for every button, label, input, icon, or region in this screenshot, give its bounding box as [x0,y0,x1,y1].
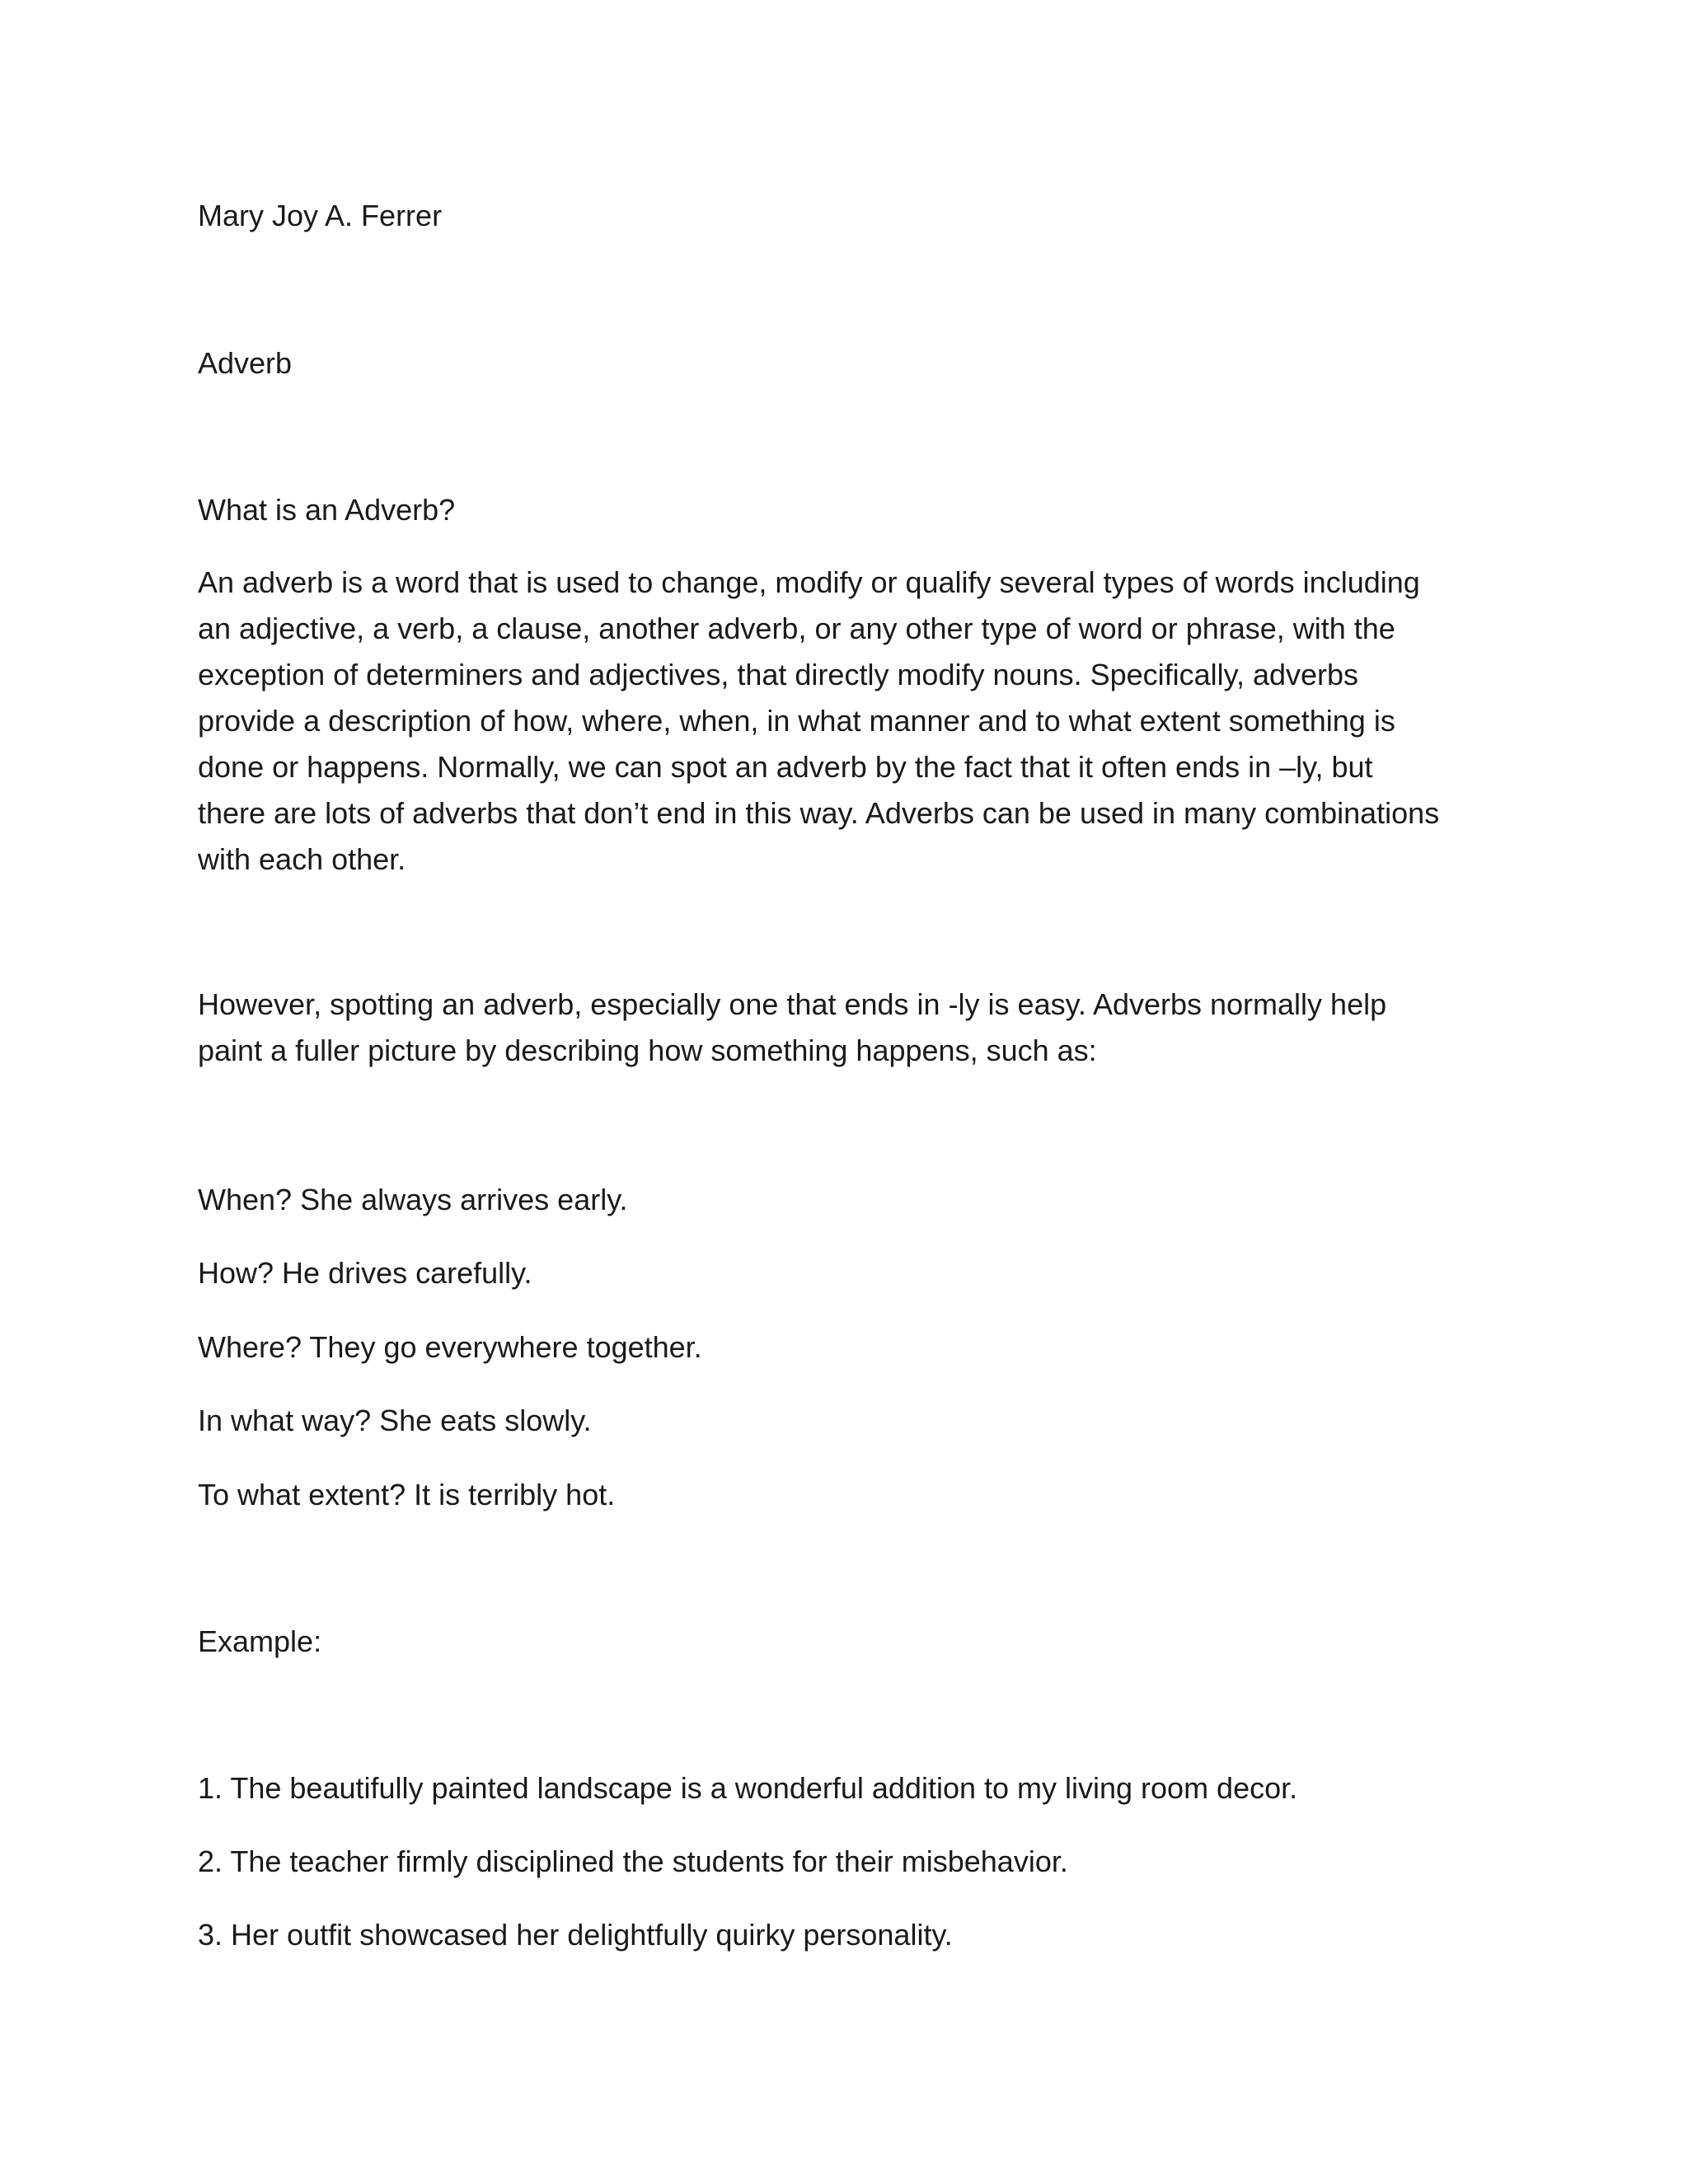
definition-line: exception of determiners and adjectives, that directly modify nouns. Specifically, adverbs [198,658,1359,691]
spotting-line: paint a fuller picture by describing how something happens, such as: [198,1033,1097,1067]
definition-paragraph [198,560,1484,883]
question-item-extent: To what extent? It is terribly hot. [198,1478,616,1511]
definition-line: done or happens. Normally, we can spot an adverb by the fact that it often ends in –ly, but [198,750,1373,784]
spotting-line: However, spotting an adverb, especially one that ends in -ly is easy. Adverbs normally help [198,987,1387,1021]
example-item-1: 1. The beautifully painted landscape is a wonderful addition to my living room decor. [198,1771,1298,1805]
definition-line: provide a description of how, where, when, in what manner and to what extent something is [198,704,1395,738]
definition-line: there are lots of adverbs that don’t end in this way. Adverbs can be used in many combinations [198,796,1440,830]
question-heading: What is an Adverb? [198,493,456,527]
question-item-how: How? He drives carefully. [198,1256,532,1290]
definition-line: an adjective, a verb, a clause, another adverb, or any other type of word or phrase, with the [198,612,1395,645]
definition-line: An adverb is a word that is used to change, modify or qualify several types of words including [198,565,1420,599]
question-item-where: Where? They go everywhere together. [198,1330,702,1364]
example-item-3: 3. Her outfit showcased her delightfully quirky personality. [198,1918,953,1952]
question-item-way: In what way? She eats slowly. [198,1404,592,1437]
definition-line: with each other. [198,842,406,876]
author-name: Mary Joy A. Ferrer [198,199,443,232]
spotting-paragraph [198,982,1484,1074]
topic-title: Adverb [198,346,293,380]
question-item-when: When? She always arrives early. [198,1183,628,1216]
example-heading: Example: [198,1624,322,1658]
example-item-2: 2. The teacher firmly disciplined the students for their misbehavior. [198,1844,1068,1878]
